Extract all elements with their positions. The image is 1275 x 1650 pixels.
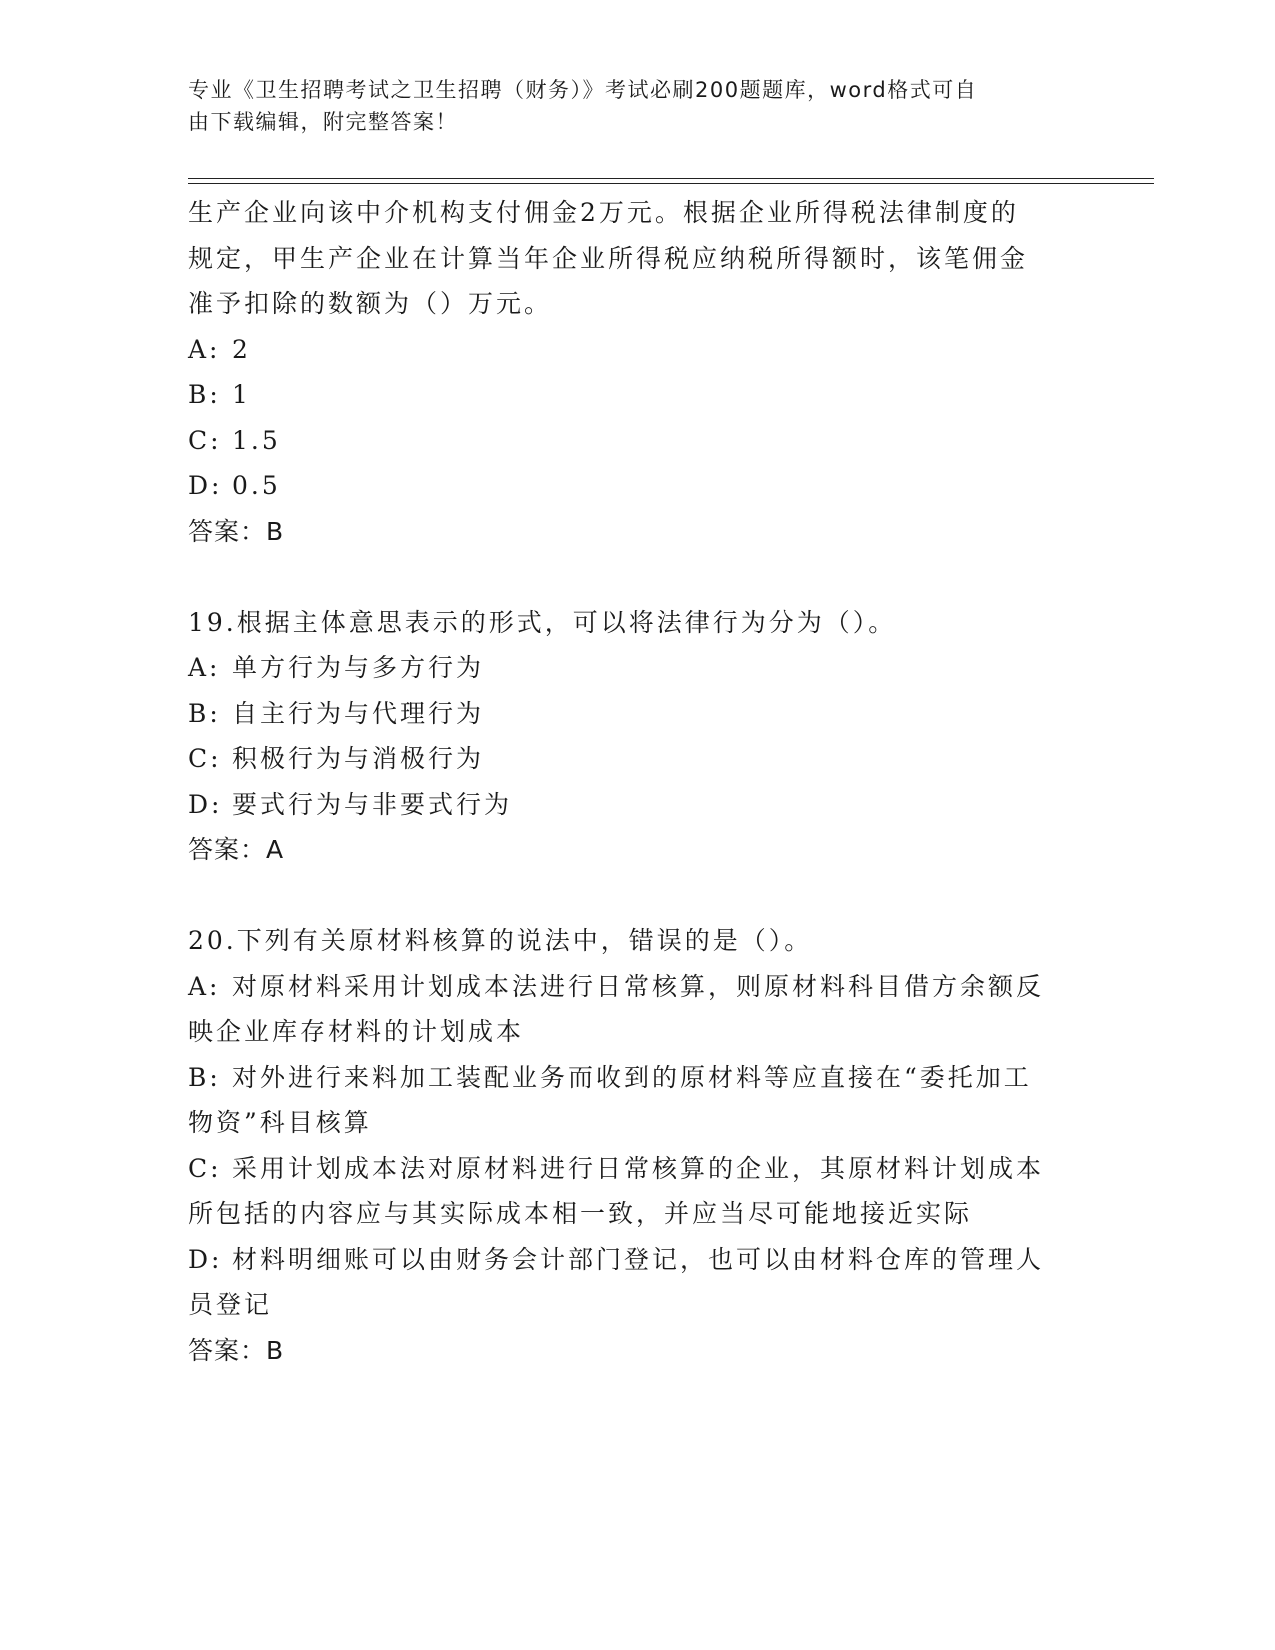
question-18 <box>188 190 1088 554</box>
answer: 答案：A <box>188 835 285 864</box>
option-text: 要式行为与非要式行为 <box>232 789 513 819</box>
option-label: D: <box>188 789 223 819</box>
option-text: 对原材料采用计划成本法进行日常核算，则原材料科目借方余额反 <box>232 971 1045 1001</box>
option-text: 采用计划成本法对原材料进行日常核算的企业，其原材料计划成本 <box>232 1153 1045 1183</box>
question-stem-line: 准予扣除的数额为（）万元。 <box>188 289 553 318</box>
spacer <box>188 554 1088 600</box>
option-label: A: <box>188 653 221 682</box>
option-c <box>188 736 1088 782</box>
option-label: D: <box>188 471 223 500</box>
option-d <box>188 1237 1088 1328</box>
option-label: B: <box>188 380 221 409</box>
question-stem-line: 规定，甲生产企业在计算当年企业所得税应纳税所得额时，该笔佣金 <box>188 243 1029 273</box>
option-text: 材料明细账可以由财务会计部门登记，也可以由材料仓库的管理人 <box>232 1244 1045 1274</box>
option-text: 1.5 <box>232 425 281 455</box>
option-d <box>188 463 1088 509</box>
question-19 <box>188 600 1088 873</box>
header-line-2: 由下载编辑，附完整答案！ <box>188 110 458 134</box>
option-text: 单方行为与多方行为 <box>232 653 485 682</box>
option-a <box>188 645 1088 691</box>
option-text: 自主行为与代理行为 <box>232 698 485 728</box>
spacer <box>188 873 1088 919</box>
option-a <box>188 327 1088 373</box>
option-b <box>188 1055 1088 1146</box>
document-header <box>188 74 1068 138</box>
option-text: 对外进行来料加工装配业务而收到的原材料等应直接在“委托加工 <box>232 1062 1032 1092</box>
option-text-continued: 物资”科目核算 <box>188 1108 372 1137</box>
option-c <box>188 1146 1088 1237</box>
question-stem-line: 生产企业向该中介机构支付佣金2万元。根据企业所得税法律制度的 <box>188 198 1019 227</box>
option-label: B: <box>188 698 221 728</box>
option-label: A: <box>188 334 221 364</box>
option-label: C: <box>188 425 222 455</box>
option-b <box>188 372 1088 418</box>
option-label: B: <box>188 1062 221 1092</box>
option-text: 积极行为与消极行为 <box>232 744 485 773</box>
option-label: D: <box>188 1244 223 1274</box>
option-text-continued: 所包括的内容应与其实际成本相一致，并应当尽可能地接近实际 <box>188 1199 973 1228</box>
option-text: 2 <box>232 334 251 364</box>
question-20 <box>188 918 1088 1373</box>
question-stem: 20.下列有关原材料核算的说法中，错误的是（）。 <box>188 926 813 955</box>
header-divider-top <box>188 178 1154 179</box>
option-text-continued: 映企业库存材料的计划成本 <box>188 1017 525 1046</box>
option-text: 0.5 <box>232 471 281 500</box>
header-line-1: 专业《卫生招聘考试之卫生招聘（财务）》考试必刷200题题库，word格式可自 <box>188 78 978 102</box>
question-stem: 19.根据主体意思表示的形式，可以将法律行为分为（）。 <box>188 607 897 637</box>
option-text: 1 <box>232 380 251 409</box>
option-b <box>188 691 1088 737</box>
option-label: C: <box>188 744 222 773</box>
option-d <box>188 782 1088 828</box>
answer: 答案：B <box>188 1335 285 1365</box>
document-body <box>188 190 1088 1373</box>
option-c <box>188 418 1088 464</box>
option-label: A: <box>188 971 221 1001</box>
option-a <box>188 964 1088 1055</box>
header-divider-bottom <box>188 183 1154 184</box>
answer: 答案：B <box>188 516 285 546</box>
option-text-continued: 员登记 <box>188 1290 273 1319</box>
option-label: C: <box>188 1153 222 1183</box>
